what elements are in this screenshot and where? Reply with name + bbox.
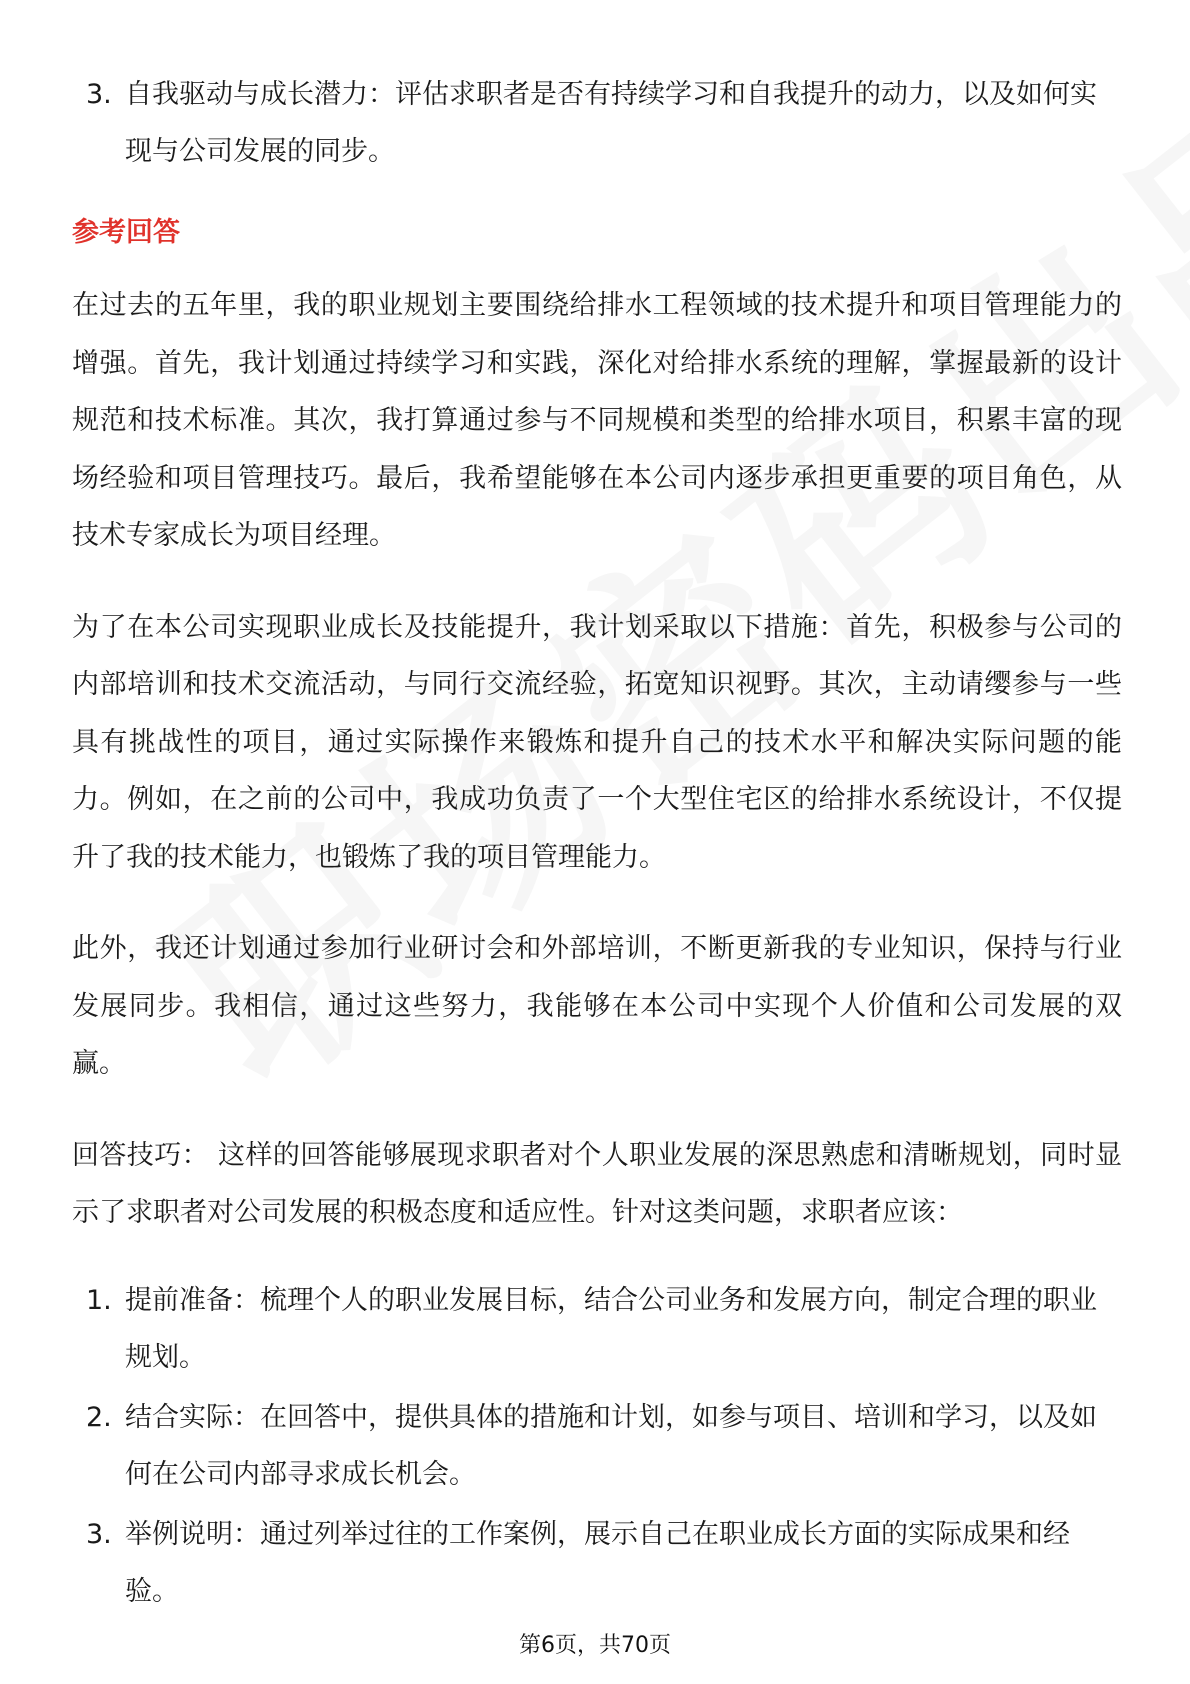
list-item bbox=[72, 66, 1122, 180]
page-footer: 第6页，共70页 bbox=[519, 1633, 671, 1658]
tips-paragraph: 回答技巧： 这样的回答能够展现求职者对个人职业发展的深思熟虑和清晰规划，同时显示了求职者对公司发展的积极态度和适应性。针对这类问题，求职者应该： bbox=[72, 1139, 1122, 1228]
list-item-text: 提前准备：梳理个人的职业发展目标，结合公司业务和发展方向，制定合理的职业规划。 bbox=[125, 1284, 1097, 1373]
page-content bbox=[72, 66, 1122, 1623]
list-number: 2. bbox=[86, 1401, 112, 1433]
answer-paragraph: 在过去的五年里，我的职业规划主要围绕给排水工程领域的技术提升和项目管理能力的增强。首先，我计划通过持续学习和实践，深化对给排水系统的理解，掌握最新的设计规范和技术标准。其次，我打算通过参与不同规模和类型的给排水项目，积累丰富的现场经验和项目管理技巧。最后，我希望能够在本公司内逐步承担更重要的项目角色，从技术专家成长为项目经理。 bbox=[72, 290, 1122, 551]
list-item-text: 举例说明：通过列举过往的工作案例，展示自己在职业成长方面的实际成果和经验。 bbox=[125, 1518, 1070, 1607]
list-number: 3. bbox=[86, 1518, 112, 1550]
answer-paragraph: 此外，我还计划通过参加行业研讨会和外部培训，不断更新我的专业知识，保持与行业发展同步。我相信，通过这些努力，我能够在本公司中实现个人价值和公司发展的双赢。 bbox=[72, 933, 1122, 1079]
list-number: 1. bbox=[86, 1284, 112, 1316]
section-title: 参考回答 bbox=[72, 217, 180, 248]
list-number: 3. bbox=[86, 79, 112, 110]
list-item-text: 自我驱动与成长潜力：评估求职者是否有持续学习和自我提升的动力，以及如何实现与公司发展的同步。 bbox=[125, 79, 1097, 167]
answer-paragraph: 为了在本公司实现职业成长及技能提升，我计划采取以下措施：首先，积极参与公司的内部培训和技术交流活动，与同行交流经验，拓宽知识视野。其次，主动请缨参与一些具有挑战性的项目，通过实际操作来锻炼和提升自己的技术水平和解决实际问题的能力。例如，在之前的公司中，我成功负责了一个大型住宅区的给排水系统设计，不仅提升了我的技术能力，也锻炼了我的项目管理能力。 bbox=[72, 611, 1122, 873]
list-item-text: 结合实际：在回答中，提供具体的措施和计划，如参与项目、培训和学习，以及如何在公司内部寻求成长机会。 bbox=[125, 1401, 1097, 1490]
list-item bbox=[72, 1506, 1122, 1620]
list-item bbox=[72, 1389, 1122, 1503]
list-item bbox=[72, 1272, 1122, 1386]
